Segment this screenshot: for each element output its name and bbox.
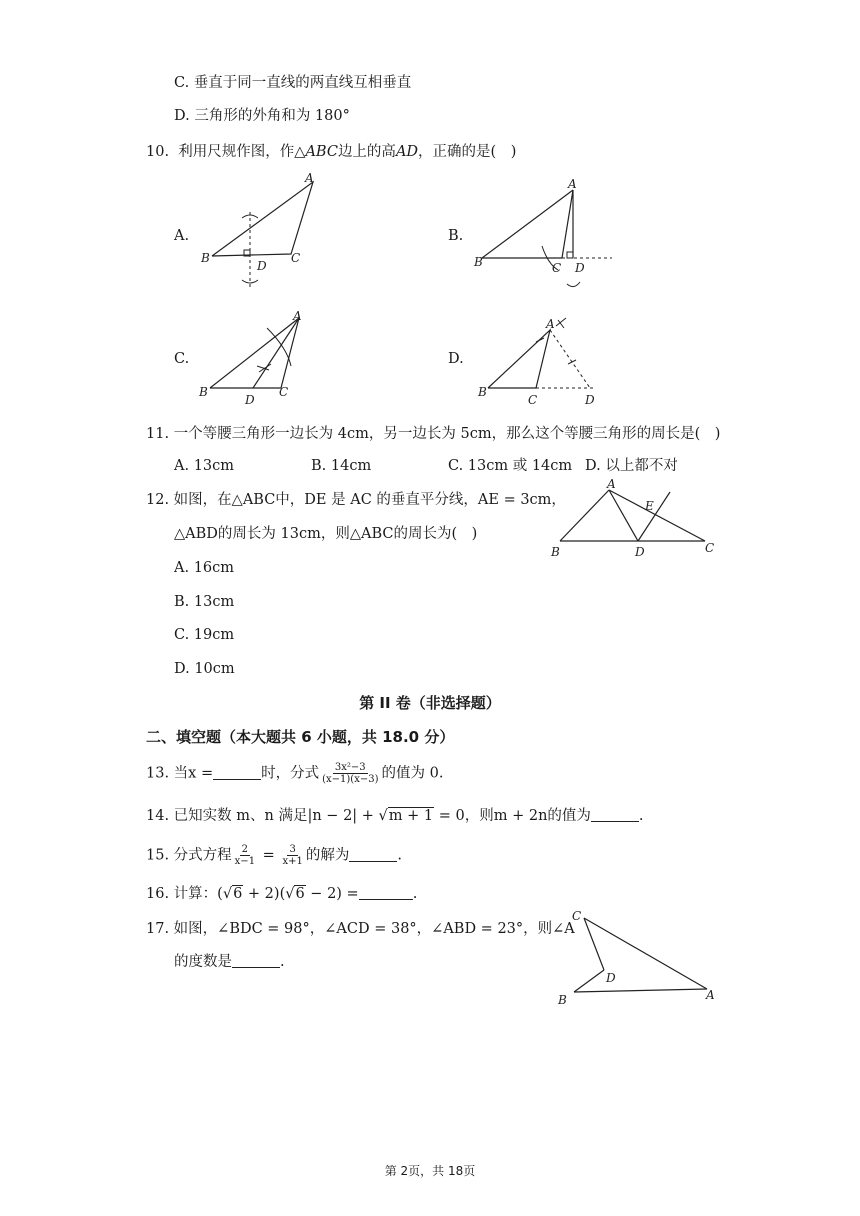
- q12-segment-de: [638, 492, 670, 541]
- label-b: B: [551, 545, 560, 559]
- figure-a-arc: [242, 215, 258, 218]
- q14-text-b: = 0，则m + 2n的值为: [434, 808, 591, 824]
- q12-option-c: C. 19cm: [174, 627, 235, 643]
- label-e: E: [645, 499, 654, 513]
- q17-text: 的度数是: [174, 954, 232, 970]
- label-a: A: [568, 177, 577, 191]
- q12-side-ab: [560, 490, 609, 541]
- label-d: D: [575, 261, 585, 275]
- q12-figure: [545, 474, 725, 564]
- q10-number: 10.: [146, 144, 170, 160]
- figure-d-dashed-altitude: [550, 330, 590, 388]
- q12-option-a: A. 16cm: [174, 560, 235, 576]
- q10-figure-a: [195, 172, 325, 297]
- q17-line-2: [174, 952, 285, 972]
- q14-radicand: m + 1: [388, 808, 434, 824]
- q13-denominator: (x−1)(x−3): [322, 774, 379, 785]
- label-b: B: [478, 385, 487, 399]
- q13-text-b: 时，分式: [261, 765, 320, 782]
- q10-stem: [146, 142, 516, 162]
- q17-period: .: [280, 954, 285, 970]
- q11-option-c: C. 13cm 或 14cm: [448, 458, 573, 474]
- q16-answer-blank: [359, 885, 413, 900]
- label-c: C: [528, 393, 538, 407]
- q15-period: .: [397, 847, 402, 864]
- q16-text-a: 16. 计算：(√: [146, 886, 233, 902]
- q17-side-ca: [584, 918, 707, 989]
- label-b: B: [474, 255, 483, 269]
- label-c: C: [279, 385, 289, 399]
- q14-text-a: 14. 已知实数 m、n 满足|n − 2| + √: [146, 808, 388, 824]
- label-d: D: [585, 393, 595, 407]
- q16-text-b: + 2)(√: [243, 886, 295, 902]
- q11-option-b: B. 14cm: [311, 458, 372, 474]
- q10-option-d-label: D.: [448, 351, 464, 367]
- q10-figure-c: [195, 308, 315, 408]
- q11-option-d: D. 以上都不对: [585, 458, 678, 474]
- q12-option-b: B. 13cm: [174, 594, 235, 610]
- figure-a-triangle: [212, 182, 313, 256]
- q10-figure-d: [470, 308, 610, 408]
- label-d: D: [245, 393, 255, 407]
- q17-segment-cd: [584, 918, 604, 970]
- label-c: C: [291, 251, 301, 265]
- figure-d-triangle: [488, 330, 550, 388]
- q16-radicand-2: 6: [295, 886, 305, 902]
- q13-fraction: [320, 762, 380, 785]
- q15-right-numerator: 3: [289, 844, 296, 855]
- label-a: A: [305, 172, 314, 185]
- q17-segment-bd: [574, 970, 604, 992]
- q17-side-ba: [574, 989, 707, 992]
- q10-abc: ABC: [305, 144, 338, 160]
- label-b: B: [558, 993, 567, 1007]
- q12-option-d: D. 10cm: [174, 661, 235, 677]
- label-b: B: [199, 385, 208, 399]
- q15-equals: =: [258, 847, 280, 864]
- q9-option-c: C. 垂直于同一直线的两直线互相垂直: [174, 75, 412, 91]
- q10-ad: AD: [395, 144, 419, 160]
- q13-answer-blank: [213, 765, 261, 780]
- q14-answer-blank: [591, 807, 639, 822]
- figure-b-side-ac: [562, 190, 573, 258]
- label-a: A: [546, 317, 555, 331]
- q10-text-c: ，正确的是( ): [418, 144, 517, 160]
- q14-period: .: [638, 808, 644, 824]
- q17-answer-blank: [232, 953, 280, 968]
- q15-fraction-right: [280, 844, 304, 867]
- label-a: A: [607, 477, 616, 491]
- figure-d-mark: [536, 338, 576, 364]
- label-a: A: [706, 988, 715, 1002]
- q13-text-c: 的值为 0.: [381, 765, 444, 782]
- q15: [146, 844, 402, 867]
- section-2-title: 第 II 卷（非选择题）: [359, 694, 501, 712]
- label-b: B: [201, 251, 210, 265]
- q10-option-c-label: C.: [174, 351, 190, 367]
- q11-option-a: A. 13cm: [174, 458, 235, 474]
- q16-period: .: [412, 886, 418, 902]
- q15-text-a: 15. 分式方程: [146, 847, 232, 864]
- q10-text-a: 利用尺规作图，作△: [178, 144, 306, 160]
- q15-left-numerator: 2: [241, 844, 249, 855]
- q15-fraction-left: [233, 844, 257, 867]
- q12-line-1: 12. 如图，在△ABC中，DE 是 AC 的垂直平分线，AE = 3cm，: [146, 492, 566, 508]
- q13: [146, 762, 443, 785]
- figure-c-segment: [253, 318, 299, 388]
- q10-figure-b: [470, 172, 620, 297]
- label-a: A: [293, 309, 302, 323]
- q15-right-denominator: x+1: [282, 856, 303, 867]
- q13-text-a: 13. 当x =: [146, 765, 214, 782]
- label-d: D: [257, 259, 267, 273]
- figure-b-right-angle: [567, 252, 573, 258]
- fill-in-heading: 二、填空题（本大题共 6 小题，共 18.0 分）: [146, 728, 455, 746]
- q16-text-c: − 2) =: [305, 886, 359, 902]
- label-d: D: [635, 545, 645, 559]
- q15-answer-blank: [349, 847, 397, 862]
- q12-line-2: △ABD的周长为 13cm，则△ABC的周长为( ): [174, 526, 478, 542]
- q11-stem: 11. 一个等腰三角形一边长为 4cm，另一边长为 5cm，那么这个等腰三角形的周长是( ): [146, 426, 721, 442]
- q16-radicand-1: 6: [233, 886, 243, 902]
- label-c: C: [552, 261, 562, 275]
- label-c: C: [705, 541, 715, 555]
- figure-b-side-ab: [482, 190, 573, 258]
- label-c: C: [572, 909, 582, 923]
- q13-numerator: 3x²−3: [334, 762, 366, 773]
- q10-option-b-label: B.: [448, 228, 464, 244]
- q10-text-b: 边上的高: [337, 144, 396, 160]
- q17-line-1: 17. 如图，∠BDC = 98°，∠ACD = 38°，∠ABD = 23°，则∠A: [146, 921, 575, 937]
- q15-text-b: 的解为: [305, 847, 350, 864]
- q17-figure: [552, 902, 727, 1007]
- q10-option-a-label: A.: [174, 228, 190, 244]
- q15-left-denominator: x−1: [234, 856, 256, 867]
- q14: [146, 806, 644, 826]
- page-footer: 第 2页，共 18页: [384, 1164, 476, 1178]
- q16: [146, 884, 417, 904]
- label-d: D: [606, 971, 616, 985]
- q9-option-d: D. 三角形的外角和为 180°: [174, 108, 350, 124]
- figure-b-arc: [567, 282, 580, 287]
- figure-d-mark: [556, 318, 566, 328]
